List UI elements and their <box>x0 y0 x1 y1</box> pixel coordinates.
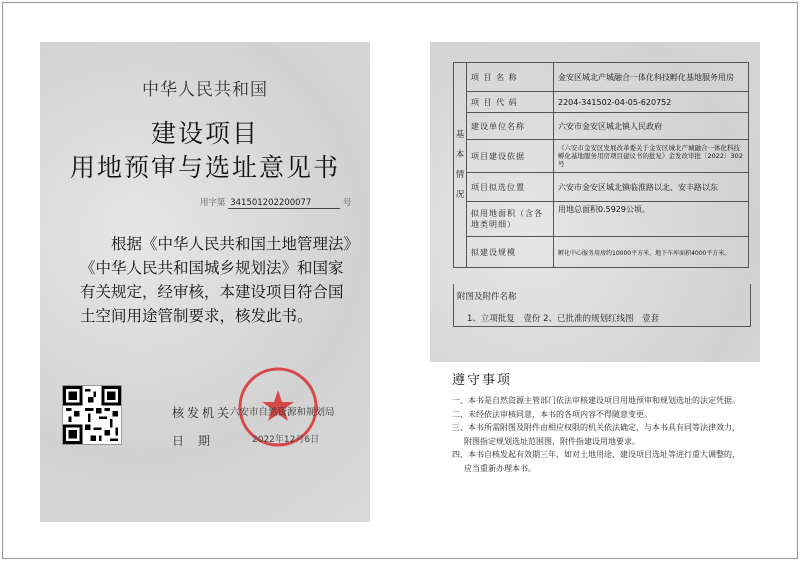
issue-date: 2022年12月6日 <box>252 435 320 445</box>
row-label: 项目建设依据 <box>467 140 554 173</box>
table-row <box>454 140 749 173</box>
row-value: 六安市金安区城北镇人民政府 <box>554 113 749 140</box>
permit-number-line <box>200 196 351 209</box>
basic-info-table <box>453 62 749 268</box>
issuer-name: 六安市自然资源和规划局 <box>230 407 335 418</box>
title-line2: 用地预审与选址意见书 <box>69 153 340 182</box>
row-value: 《六安市金安区发展改革委关于金安区城北产城融合一体化科技孵化基地服务用房项目建议书的批复》金发改审批〔2022〕302号 <box>554 140 749 173</box>
table-row <box>454 202 749 237</box>
country-name: 中华人民共和国 <box>142 80 268 100</box>
list-item: 二、未经依法审核同意，本书的各项内容不得随意变更。 <box>452 409 652 419</box>
section-label: 基 本 情 况 <box>454 63 467 268</box>
row-label: 建设单位名称 <box>467 113 554 140</box>
row-label: 项 目 代 码 <box>467 92 554 113</box>
row-label: 拟用地面积（含各地类明细） <box>467 202 554 237</box>
permit-suffix: 号 <box>342 198 352 208</box>
notice-list <box>452 394 747 475</box>
list-item: 四、本书自核发起有效期三年，如对土地用途、建设项目选址等进行重大调整的，应当重新办理本书。 <box>452 450 740 473</box>
attachments-list: 1、立项批复 壹份 2、已批准的规划红线图 壹套 <box>467 314 660 324</box>
row-value: 孵化中心服务用房约10000平方米，地下车库面积4000平方米。 <box>554 237 749 268</box>
row-label: 拟建设规模 <box>467 237 554 268</box>
table-row <box>454 92 749 113</box>
cover-page <box>40 42 370 522</box>
table-row <box>454 113 749 140</box>
table-row <box>454 173 749 202</box>
row-value: 用地总面积0.5929公顷。 <box>554 202 749 237</box>
table-row <box>454 237 749 268</box>
title-line1: 建设项目 <box>150 119 259 148</box>
row-value: 六安市金安区城北镇临淮路以北、安丰路以东 <box>554 173 749 202</box>
attachments-title: 附图及附件名称 <box>457 292 517 302</box>
notice-title: 遵守事项 <box>452 373 513 388</box>
permit-number: 341501202200077 <box>228 198 340 209</box>
list-item: 三、本书所需附图及附件由相应权限的机关依法确定，与本书具有同等法律效力，附图指定规划选址范围图，附件指建设用地要求。 <box>452 423 740 446</box>
list-item: 一、本书是自然资源主管部门依法审核建设项目用地预审和规划选址的法定凭据。 <box>452 396 740 405</box>
body-text: 根据《中华人民共和国土地管理法》《中华人民共和国城乡规划法》和国家有关规定，经审核，本建设项目符合国土空间用途管制要求，核发此书。 <box>80 235 352 325</box>
row-value: 金安区城北产城融合一体化科技孵化基地服务用房 <box>554 63 749 92</box>
row-label: 项目拟选位置 <box>467 173 554 202</box>
table-row <box>454 63 749 92</box>
row-label: 项 目 名 称 <box>467 63 554 92</box>
info-page <box>430 42 760 522</box>
permit-prefix: 用字第 <box>200 198 226 208</box>
issuer-label: 核发机关 <box>172 406 233 420</box>
notice-section <box>430 362 760 522</box>
row-value: 2204-341502-04-05-620752 <box>554 92 749 113</box>
qr-code[interactable] <box>62 385 122 445</box>
date-label: 日期 <box>172 434 225 448</box>
